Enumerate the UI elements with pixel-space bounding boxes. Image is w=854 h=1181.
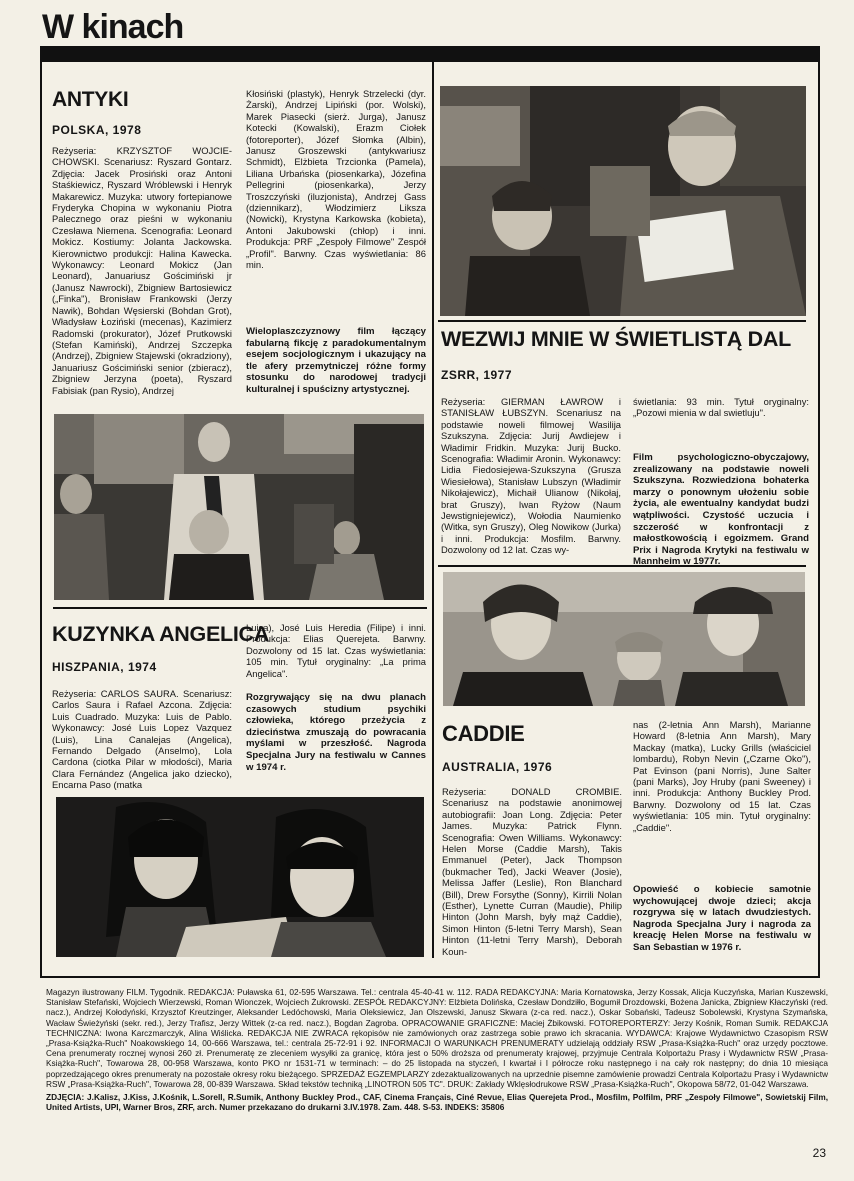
blurb-antyki: Wieloplaszczyznowy film łączący fabularną fikcję z paradokumentalnym esejem socjologicznym i ukazujący na tle afery przemytniczej różne formy stosunku do narodowej tradycji kulturalnej i spuścizny artystycznej. <box>246 326 426 395</box>
blurb-kuzynka: Rozgrywający się na dwu planach czasowych studium psychiki człowieka, którego przeżycia z dzieciństwa zmuszają do powracania myślami w przeszłość. Nagroda Specjalna Jury na festiwalu w Cannes w 1974 r. <box>246 692 426 773</box>
blurb-wezwij: Film psychologiczno-obyczajowy, zrealizowany na podstawie noweli Szukszyna. Rozwiedziona bohaterka marzy o ponownym ułożeniu sobie życia, ale ewentualny kandydat budzi wątpliwości. Czystość uczucia i szczerość w konfrontacji z małostkowością i egoizmem. Grand Prix i Nagroda Krytyki na festiwalu w Mannheim w 1977r. <box>633 452 809 568</box>
film-title-antyki: ANTYKI <box>52 88 129 111</box>
blurb-caddie: Opowieść o kobiecie samotnie wychowującej dwoje dzieci; akcja rozgrywa się w latach dwudziestych. Nagroda Specjalna Jury i nagroda za kreację Helen Morse na festiwalu w San Sebastian w 1976 r. <box>633 884 811 953</box>
top-bar <box>40 46 820 62</box>
film-country-antyki: POLSKA, 1978 <box>52 123 142 137</box>
masthead-text: Magazyn ilustrowany FILM. Tygodnik. REDAKCJA: Puławska 61, 02-595 Warszawa. Tel.: centrala 45-40-41 w. 112. RADA REDAKCYJNA: Maria Kornatowska, Jerzy Kossak, Alicja Kuczyńska, Marian Kuszewski, Stanisław Stefański, Wojciech Wierzewski, Roman Wionczek, Wojciech Żukrowski. ZESPÓŁ REDAKCYJNY: Elżbieta Dolińska, Czesław Dondziłło, Bogumił Drozdowski, Bożena Janicka, Zbigniew Kłaczyński (red. nacz.), Andrzej Kołodyński, Krzysztof Kreutzinger, Aleksander Ledóchowski, Maria Oleksiewicz, Jan Olszewski, Janusz Skwara (z-ca red. nacz.), Oskar Sobański, Tadeusz Sobolewski, Krystyna Szymańska, Wacław Świeżyński (sekr. red.), Jerzy Trafisz, Jerzy Wittek (z-ca red. nacz.), Bogdan Zagroba. OPRACOWANIE GRAFICZNE: Maciej Żbikowski. FOTOREPORTERZY: Jerzy Kośnik, Roman Sumik. REDAKCJA TECHNICZNA: Iwona Karczmarczyk, Alina Wiślicka. REDAKCJA NIE ZWRACA rękopisów nie zamówionych oraz zastrzega sobie prawo ich skracania. WYDAWCA: Krajowe Wydawnictwo Czasopism RSW „Prasa-Książka-Ruch" Noakowskiego 14, 00-666 Warszawa, tel.: centrala 25-72-91 i 92. INFORMACJI O WARUNKACH PRENUMERATY udzielają oddziały RSW „Prasa-Książka-Ruch" oraz urzędy pocztowe. Cena prenumeraty rocznej wynosi 260 zł. Prenumeratę ze zleceniem wysyłki za granicę, która jest o 50% droższa od prenumeraty krajowej, przyjmuje Centrala Kolportażu Prasy i Wydawnictw RSW „Prasa-Książka-Ruch", Towarowa 28, 00-958 Warszawa, konto PKO nr 1531-71 w terminach: – do 25 listopada na styczeń, I kwartał i I półrocze roku następnego i na cały rok następny; do dnia 10 miesiąca poprzedzającego okres prenumeraty na pozostałe okresy roku bieżącego. SPRZEDAŻ EGZEMPLARZY zdezaktualizowanych na uprzednie pisemne zamówienie prowadzi Centrala Kolportażu Prasy i Wydawnictw RSW „Prasa-Książka-Ruch", Towarowa 28, 00-839 Warszawa. Skład tekstów techniką „LINOTRON 505 TC". DRUK: Zakłady Wklęsłodrukowe RSW „Prasa-Książka-Ruch", Okopowa 58/72, 01-042 Warszawa. <box>46 987 828 1089</box>
film-title-kuzynka: KUZYNKA ANGELICA <box>52 622 269 646</box>
column-divider <box>432 62 434 958</box>
divider-left <box>53 607 427 609</box>
section-title: W kinach <box>42 8 184 46</box>
credits-wezwij-col1: Reżyseria: GIERMAN ŁAWROW i STANISŁAW ŁUBSZYN. Scenariusz na podstawie noweli filmowej Wasilija Szukszyna. Zdjęcia: Jurij Awdiejew i Władimir Fridkin. Muzyka: Jurij Bucko. Scenografia: Władimir Aronin. Wykonawcy: Lidia Fiedosiejewa-Szukszyna (Grusza Wiesiełowa), Stanisław Lubszyn (Władimir Nikołajewicz), Michaił Ulianow (Nikołaj, brat Gruszy), Iwan Ryżow (Naum Jewstigniejewicz), Wołodia Naumienko (Witka, syn Gruszy), Oleg Nowikow (Jurka) i inni. Produkcja: Mosfilm. Barwny. Dozwolony od 12 lat. Czas wy- <box>441 396 621 556</box>
photo-caddie <box>443 572 805 706</box>
credits-antyki-col1: Reżyseria: KRZYSZTOF WOJCIE-CHOWSKI. Scenariusz: Ryszard Gontarz. Zdjęcia: Jacek Prosiński oraz Antoni Staśkiewicz, Ryszard Wróblewski i Henryk Makarewicz. Muzyka: utwory fortepianowe Fryderyka Chopina w wykonaniu Piotra Palecznego oraz pieśni w wykonaniu Czesława Niemena. Scenografia: Leonard Mokicz. Kostiumy: Jolanta Jackowska. Kierownictwo produkcji: Halina Kawecka. Wykonawcy: Leonard Mokicz (Jan Leonard), Januariusz Gościmiński jr (Janusz Nawrocki), Zbigniew Bartosiewicz („Finka"), Bronisław Frankowski (Jerzy Nawik), Bohdan Węsierski (Bohdan Grot), Władysław Łoziński (mecenas), Kazimierz Radomski (prokurator), Józef Prutkowski (Stefan Kamiński), Andrzej Szczepka (Andrzej), Zbigniew Stajewski (okradziony), Januariusz Gościmiński senior (zbieracz), Zbigniew Jerzyna (poeta), Ryszard Fabisiak (pan Rysio), Andrzej <box>52 145 232 396</box>
divider-right-2 <box>438 565 806 567</box>
film-title-caddie: CADDIE <box>442 721 525 746</box>
photo-credits: ZDJĘCIA: J.Kalisz, J.Kiss, J.Kośnik, L.Sorell, R.Sumik, Anthony Buckley Prod., CAF, Cinema Français, Ciné Revue, Elias Querejeta Prod., Mosfilm, Polfilm, PRF „Zespoły Filmowe", Sowietskij Film, United Artists, UPI, Warner Bros, ZRF, arch. Numer przekazano do drukarni 3.IV.1978. Zam. 448. S-53. INDEKS: 35806 <box>46 1092 828 1113</box>
credits-caddie-col2: nas (2-letnia Ann Marsh), Marianne Howard (8-letnia Ann Marsh), Mary Mackay (matka), Lucky Grills (właściciel lombardu), Robyn Nevin („Czarne Oko"), Pat Evinson (pani Norris), June Salter (pani Marks), Joy Hruby (pani Sweeney) i inni. Produkcja: Anthony Buckley Prod. Barwny. Dozwolony od 15 lat. Czas wyświetlania: 105 min. Tytuł oryginalny: „Caddie". <box>633 719 811 833</box>
credits-wezwij-col2: świetlania: 93 min. Tytuł oryginalny: „Pozowi mienia w dal swietluju". <box>633 396 809 419</box>
divider-right <box>438 320 806 322</box>
credits-antyki-col2: Kłosiński (plastyk), Henryk Strzelecki (dyr. Żarski), Andrzej Lipiński (por. Wolski), Marek Piasecki (sierż. Jurga), Janusz Kotecki (Kowalski), Erazm Ciołek (fotoreporter), Józef Słomka (Albin), Janusz Groszewski (antykwariusz Schmidt), Elżbieta Trzcionka (Pamela), Liliana Urbańska (piosenkarka), Józefina Pellegrini (piosenkarka), Jerzy Troszczyński (iluzjonista), Andrzej Gass (dziennikarz), Włodzimierz Liksza (Nowicki), Krystyna Karkowska (kobieta), Antoni Jakubowski (chłop) i inni. Produkcja: PRF „Zespoły Filmowe" Zespół „Profil". Barwny. Czas wyświetlania: 86 min. <box>246 88 426 271</box>
film-country-kuzynka: HISZPANIA, 1974 <box>52 660 157 674</box>
film-country-caddie: AUSTRALIA, 1976 <box>442 760 553 774</box>
credits-kuzynka-col2: Luisa), José Luis Heredia (Filipe) i inni. Produkcja: Elias Querejeta. Barwny. Dozwolony od 15 lat. Czas wyświetlania: 105 min. Tytuł oryginalny: „La prima Angelica". <box>246 622 426 679</box>
photo-antyki <box>54 414 424 600</box>
film-country-wezwij: ZSRR, 1977 <box>441 368 513 382</box>
photo-kuzynka <box>56 797 424 957</box>
credits-caddie-col1: Reżyseria: DONALD CROMBIE. Scenariusz na podstawie anonimowej autobiografii: Joan Long. Zdjęcia: Peter James. Muzyka: Patrick Flynn. Scenografia: Owen Williams. Wykonawcy: Helen Morse (Caddie Marsh), Takis Emmanuel (Peter), Jack Thompson (bukmacher Ted), Jacki Weaver (Josie), Melissa Jaffer (Leslie), Ron Blanchard (Bill), Drew Forsythe (Sonny), Kirrili Nolan (Esther), Lynette Curran (Maudie), Philip Hinton (John Marsh, były mąż Caddie), Simon Hinton (5-letni Terry Marsh), Sean Hinton (11-letni Terry Marsh), Deborah Koun- <box>442 786 622 957</box>
masthead <box>46 987 828 1112</box>
film-title-wezwij: WEZWIJ MNIE W ŚWIETLISTĄ DAL <box>441 327 791 351</box>
photo-wezwij <box>440 86 806 316</box>
page-number: 23 <box>812 1146 826 1160</box>
credits-kuzynka-col1: Reżyseria: CARLOS SAURA. Scenariusz: Carlos Saura i Rafael Azcona. Zdjęcia: Luis Cuadrado. Muzyka: Luis de Pablo. Wykonawcy: José Luis Lopez Vazquez (Luis), Lina Canalejas (Angelica), Fernando Delgado (Anselmo), Lola Cardona (ciotka Pilar w młodości), Maria Clara Fernández (Angelica jako dziecko), Encarna Paso (matka <box>52 688 232 791</box>
